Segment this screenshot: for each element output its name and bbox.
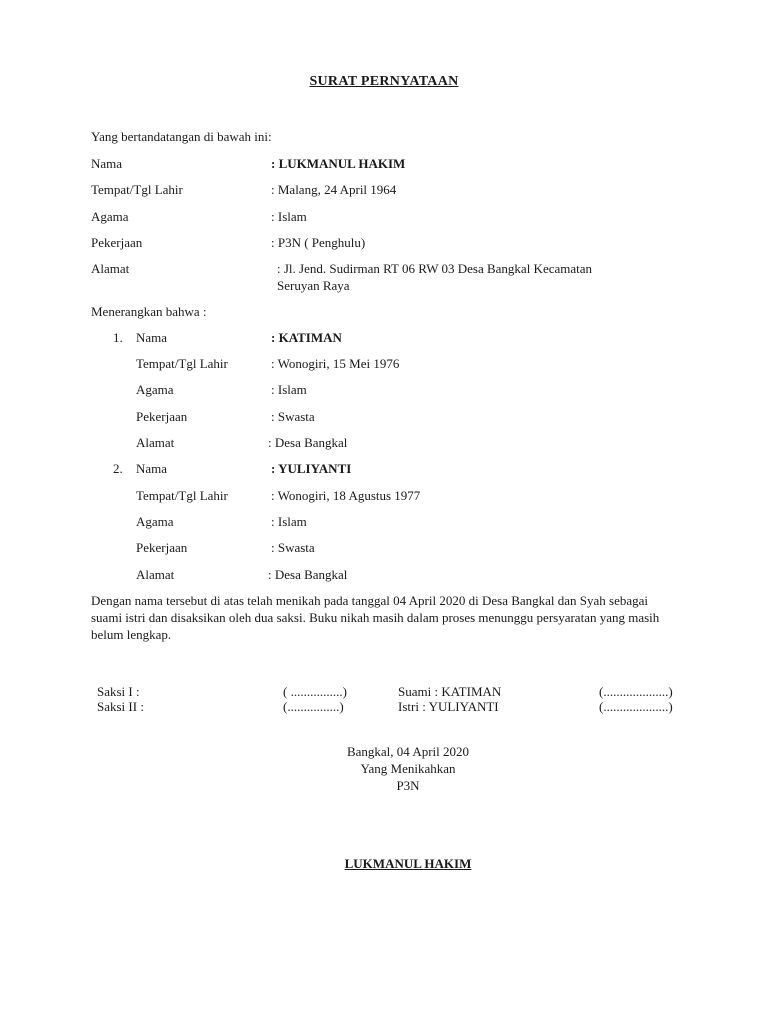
signer-ttl-value: : Malang, 24 April 1964 [271,182,397,197]
person-2-nama-label: Nama [136,461,168,476]
saksi-1-signature: ( ................) [283,684,347,699]
saksi-2-signature: (................) [283,699,344,714]
signer-pekerjaan-label: Pekerjaan [91,235,143,250]
closing-title: P3N [396,778,420,793]
person-1-number: 1. [113,330,123,345]
person-1-pekerjaan-label: Pekerjaan [136,409,188,424]
person-2-nama-value: : YULIYANTI [271,461,352,476]
closing-signatory-name: LUKMANUL HAKIM [344,856,472,871]
document-title: SURAT PERNYATAAN [309,74,459,89]
closing-role: Yang Menikahkan [360,761,456,776]
person-1-ttl-value: : Wonogiri, 15 Mei 1976 [271,356,400,371]
person-2-ttl-value: : Wonogiri, 18 Agustus 1977 [271,488,421,503]
istri-signature: (....................) [599,699,673,714]
signer-agama-label: Agama [91,209,129,224]
person-1-alamat-value: : Desa Bangkal [268,435,348,450]
person-1-agama-value: : Islam [271,382,307,397]
person-2-alamat-label: Alamat [136,567,175,582]
person-2-alamat-value: : Desa Bangkal [268,567,348,582]
person-2-ttl-label: Tempat/Tgl Lahir [136,488,228,503]
statement-paragraph: Dengan nama tersebut di atas telah menikah pada tanggal 04 April 2020 di Desa Bangkal dan Syah sebagai suami istri dan disaksikan oleh dua saksi. Buku nikah masih dalam proses menunggu persyaratan yang masih belum lengkap. [91,593,660,642]
signer-nama-label: Nama [91,156,123,171]
person-2-agama-label: Agama [136,514,174,529]
intro-text: Yang bertandatangan di bawah ini: [91,129,272,144]
signer-alamat-label: Alamat [91,261,130,276]
suami-label: Suami : KATIMAN [398,684,502,699]
istri-label: Istri : YULIYANTI [398,699,499,714]
signer-nama-value: : LUKMANUL HAKIM [271,156,406,171]
explain-text: Menerangkan bahwa : [91,304,207,319]
signer-pekerjaan-value: : P3N ( Penghulu) [271,235,366,250]
person-1-nama-value: : KATIMAN [271,330,342,345]
person-2-number: 2. [113,461,123,476]
person-1-pekerjaan-value: : Swasta [271,409,315,424]
person-2-pekerjaan-value: : Swasta [271,540,315,555]
person-2-agama-value: : Islam [271,514,307,529]
signer-alamat-value-line1: : Jl. Jend. Sudirman RT 06 RW 03 Desa Bangkal Kecamatan [277,261,593,276]
person-1-agama-label: Agama [136,382,174,397]
signer-ttl-label: Tempat/Tgl Lahir [91,182,183,197]
closing-place-date: Bangkal, 04 April 2020 [346,744,470,759]
person-1-ttl-label: Tempat/Tgl Lahir [136,356,228,371]
person-2-pekerjaan-label: Pekerjaan [136,540,188,555]
person-1-nama-label: Nama [136,330,168,345]
suami-signature: (....................) [599,684,673,699]
saksi-2-label: Saksi II : [97,699,144,714]
saksi-1-label: Saksi I : [97,684,140,699]
signer-agama-value: : Islam [271,209,307,224]
signer-alamat-value-line2: Seruyan Raya [277,278,350,293]
person-1-alamat-label: Alamat [136,435,175,450]
